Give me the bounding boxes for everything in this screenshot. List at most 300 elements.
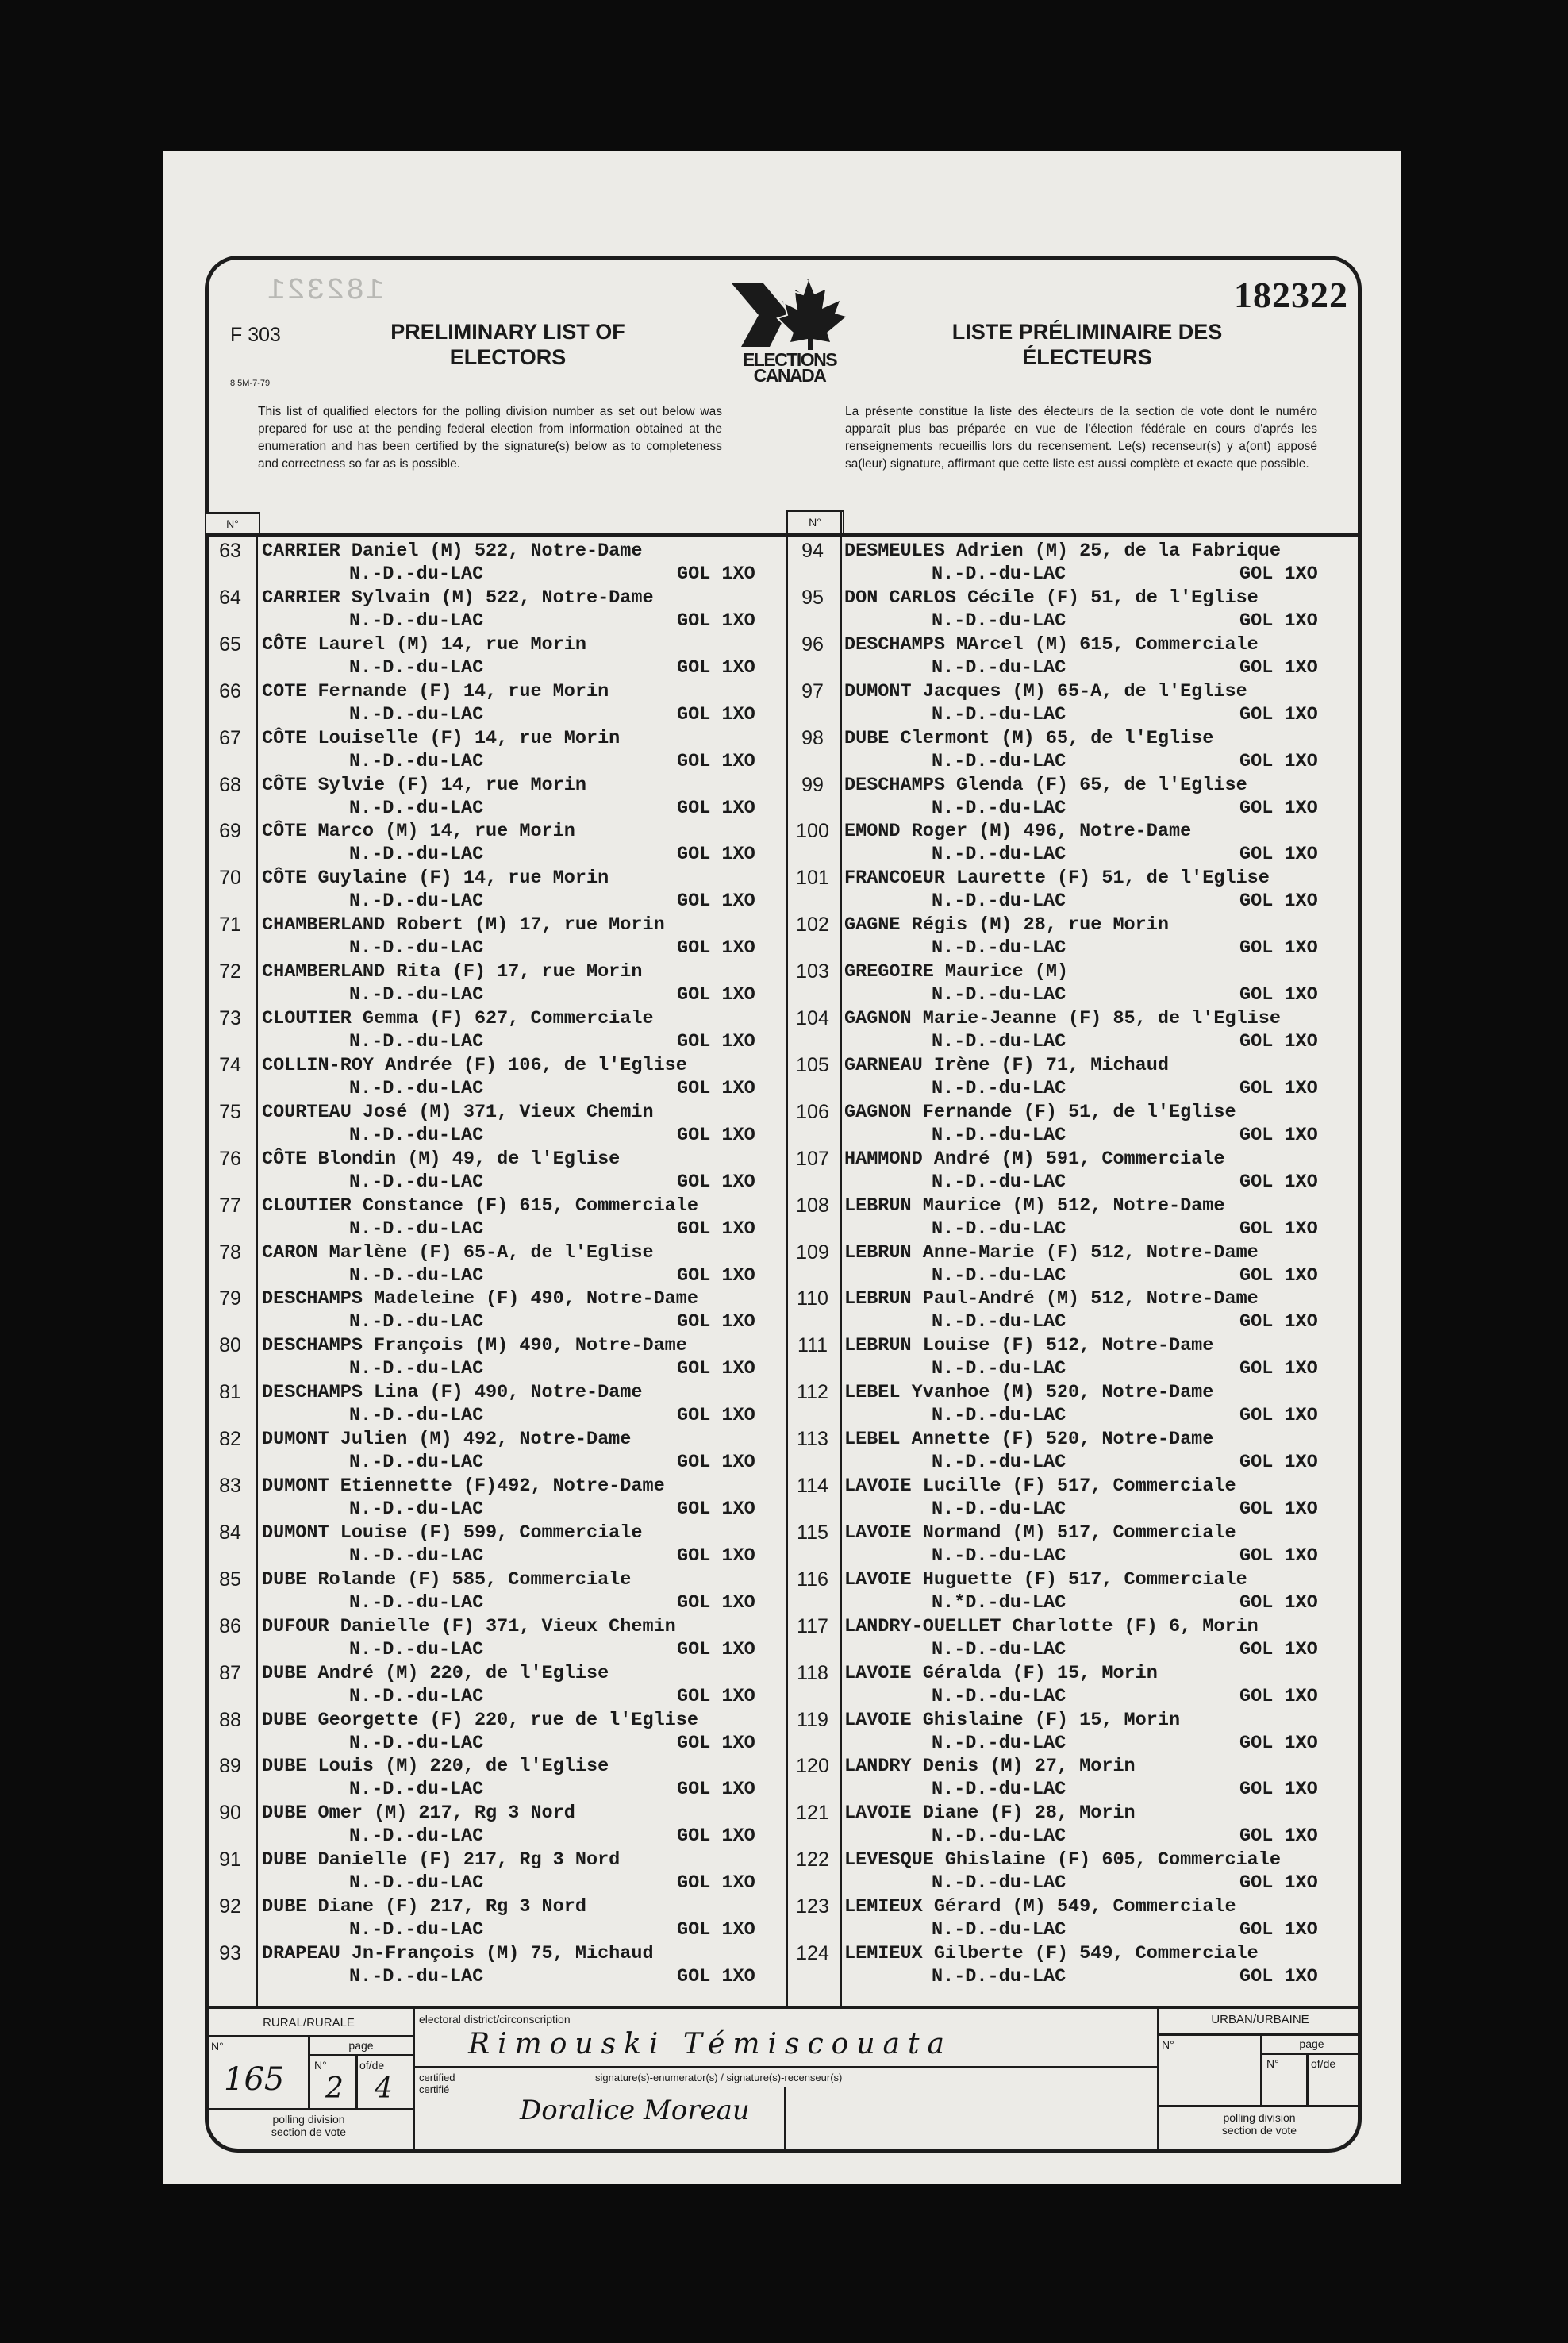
elector-locality: N.-D.-du-LAC: [349, 844, 484, 866]
elector-postal-code: GOL 1XO: [1239, 1124, 1318, 1146]
elector-postal-code: GOL 1XO: [677, 750, 755, 772]
elector-locality: N.-D.-du-LAC: [932, 1919, 1066, 1941]
elector-row: [205, 1662, 760, 1709]
title-french-line1: LISTE PRÉLIMINAIRE DES: [951, 320, 1223, 344]
elector-locality: N.-D.-du-LAC: [349, 891, 484, 913]
elector-row: [205, 774, 760, 821]
elector-locality: N.-D.-du-LAC: [932, 656, 1066, 679]
elector-number: 75: [219, 1100, 241, 1123]
elector-name-address: CARON Marlène (F) 65-A, de l'Eglise: [262, 1241, 654, 1264]
elector-name-address: DUBE André (M) 220, de l'Eglise: [262, 1662, 609, 1684]
elector-row: [205, 1755, 760, 1802]
elector-locality: N.-D.-du-LAC: [349, 1171, 484, 1193]
elector-row: [205, 680, 760, 727]
elector-postal-code: GOL 1XO: [1239, 797, 1318, 819]
elector-locality: N.-D.-du-LAC: [932, 1638, 1066, 1660]
elector-number: 81: [219, 1381, 241, 1404]
elector-number: 106: [796, 1100, 829, 1123]
title-french-line2: ÉLECTEURS: [1022, 345, 1152, 369]
elector-locality: N.*D.-du-LAC: [932, 1591, 1066, 1614]
elector-row: [787, 540, 1343, 587]
elector-number: 64: [219, 586, 241, 609]
elector-locality: N.-D.-du-LAC: [349, 703, 484, 725]
rural-polling-division-label: [205, 2113, 413, 2138]
elector-number: 105: [796, 1053, 829, 1076]
elector-locality: N.-D.-du-LAC: [932, 937, 1066, 960]
rural-page-label: page: [348, 2039, 374, 2052]
elector-postal-code: GOL 1XO: [677, 797, 755, 819]
elector-locality: N.-D.-du-LAC: [349, 564, 484, 585]
elector-postal-code: GOL 1XO: [677, 564, 755, 585]
elector-postal-code: GOL 1XO: [1239, 891, 1318, 913]
elector-locality: N.-D.-du-LAC: [932, 703, 1066, 725]
elector-row: [787, 1615, 1343, 1662]
elector-number: 71: [219, 914, 241, 937]
elector-locality: N.-D.-du-LAC: [932, 891, 1066, 913]
polling-division-fr: section de vote: [271, 2126, 347, 2138]
elector-row: [205, 1195, 760, 1241]
elector-postal-code: GOL 1XO: [677, 1405, 755, 1427]
elector-locality: N.-D.-du-LAC: [932, 564, 1066, 585]
elector-locality: N.-D.-du-LAC: [932, 1405, 1066, 1427]
elector-number: 69: [219, 820, 241, 843]
elector-postal-code: GOL 1XO: [677, 844, 755, 866]
elector-number: 92: [219, 1895, 241, 1918]
elector-number: 123: [796, 1895, 829, 1918]
elector-number: 108: [796, 1194, 829, 1217]
title-english: [341, 319, 674, 370]
polling-division-fr: section de vote: [1221, 2124, 1297, 2137]
elector-postal-code: GOL 1XO: [1239, 750, 1318, 772]
elector-row: [787, 1895, 1343, 1942]
elector-row: [787, 867, 1343, 914]
elector-locality: N.-D.-du-LAC: [349, 1218, 484, 1240]
elector-postal-code: GOL 1XO: [677, 1591, 755, 1614]
elector-postal-code: GOL 1XO: [1239, 1171, 1318, 1193]
elector-postal-code: GOL 1XO: [1239, 1311, 1318, 1333]
elector-name-address: CHAMBERLAND Rita (F) 17, rue Morin: [262, 961, 643, 983]
elector-name-address: DUFOUR Danielle (F) 371, Vieux Chemin: [262, 1615, 676, 1637]
elector-row: [205, 820, 760, 867]
elector-name-address: LEMIEUX Gilberte (F) 549, Commerciale: [844, 1943, 1259, 1964]
elector-postal-code: GOL 1XO: [1239, 1591, 1318, 1614]
elector-number: 102: [796, 914, 829, 937]
elector-name-address: DESCHAMPS Madeleine (F) 490, Notre-Dame: [262, 1288, 698, 1310]
elector-name-address: COLLIN-ROY Andrée (F) 106, de l'Eglise: [262, 1054, 687, 1076]
elector-locality: N.-D.-du-LAC: [932, 1966, 1066, 1987]
elector-number: 113: [797, 1428, 828, 1451]
elector-name-address: DUMONT Jacques (M) 65-A, de l'Eglise: [844, 680, 1247, 702]
elector-locality: N.-D.-du-LAC: [349, 656, 484, 679]
elector-row: [787, 1755, 1343, 1802]
elector-name-address: DUBE Rolande (F) 585, Commerciale: [262, 1568, 632, 1591]
title-english-line1: PRELIMINARY LIST OF: [390, 320, 625, 344]
elector-name-address: LANDRY-OUELLET Charlotte (F) 6, Morin: [844, 1615, 1259, 1637]
elector-row: [205, 1381, 760, 1428]
elector-postal-code: GOL 1XO: [677, 656, 755, 679]
elector-locality: N.-D.-du-LAC: [349, 750, 484, 772]
elector-postal-code: GOL 1XO: [1239, 1872, 1318, 1895]
elector-row: [205, 727, 760, 774]
elector-name-address: LAVOIE Ghislaine (F) 15, Morin: [844, 1709, 1181, 1731]
elector-locality: N.-D.-du-LAC: [349, 1452, 484, 1474]
certified-en: certified: [419, 2072, 455, 2083]
elector-number: 96: [801, 633, 824, 656]
elector-locality: N.-D.-du-LAC: [349, 1545, 484, 1567]
elector-locality: N.-D.-du-LAC: [349, 610, 484, 632]
elector-locality: N.-D.-du-LAC: [349, 1919, 484, 1941]
elector-postal-code: GOL 1XO: [677, 1545, 755, 1567]
elector-row: [787, 960, 1343, 1007]
elector-number: 93: [219, 1942, 241, 1964]
elector-locality: N.-D.-du-LAC: [349, 1499, 484, 1520]
elector-postal-code: GOL 1XO: [677, 1638, 755, 1660]
elector-postal-code: GOL 1XO: [1239, 1218, 1318, 1240]
elector-postal-code: GOL 1XO: [677, 610, 755, 632]
elector-locality: N.-D.-du-LAC: [349, 1358, 484, 1380]
elector-postal-code: GOL 1XO: [1239, 1077, 1318, 1099]
elector-name-address: LEBRUN Louise (F) 512, Notre-Dame: [844, 1335, 1214, 1357]
elector-postal-code: GOL 1XO: [1239, 1452, 1318, 1474]
elector-locality: N.-D.-du-LAC: [932, 1779, 1066, 1801]
elector-locality: N.-D.-du-LAC: [349, 797, 484, 819]
elector-postal-code: GOL 1XO: [677, 984, 755, 1006]
elector-number: 65: [219, 633, 241, 656]
elector-postal-code: GOL 1XO: [677, 1966, 755, 1987]
elector-postal-code: GOL 1XO: [677, 1872, 755, 1895]
elector-locality: N.-D.-du-LAC: [932, 1264, 1066, 1287]
urban-no-label: N°: [1162, 2038, 1174, 2051]
rural-no-label: N°: [211, 2040, 224, 2053]
elector-number: 74: [219, 1053, 241, 1076]
rural-polling-number: 165: [224, 2061, 285, 2098]
elector-number: 87: [219, 1661, 241, 1684]
elector-locality: N.-D.-du-LAC: [349, 937, 484, 960]
elector-row: [205, 1148, 760, 1195]
certified-label: [419, 2072, 455, 2095]
rural-page-number: 2: [325, 2072, 344, 2105]
elector-number: 97: [801, 679, 824, 702]
elector-row: [205, 1054, 760, 1101]
elector-postal-code: GOL 1XO: [1239, 1264, 1318, 1287]
rural-rule-2: [205, 2108, 413, 2110]
elector-locality: N.-D.-du-LAC: [932, 1872, 1066, 1895]
bleed-through-number: 182321: [266, 274, 384, 308]
elector-number: 80: [219, 1334, 241, 1357]
urban-rule-2: [1157, 2105, 1362, 2107]
serial-number: 182322: [1234, 275, 1348, 315]
elector-number: 63: [219, 540, 241, 562]
certified-fr: certifié: [419, 2083, 450, 2095]
elector-locality: N.-D.-du-LAC: [932, 1826, 1066, 1848]
elector-locality: N.-D.-du-LAC: [349, 984, 484, 1006]
elector-number: 109: [796, 1241, 829, 1264]
elector-number: 119: [797, 1708, 828, 1731]
elector-name-address: LAVOIE Géralda (F) 15, Morin: [844, 1662, 1158, 1684]
elector-locality: N.-D.-du-LAC: [932, 1499, 1066, 1520]
elector-postal-code: GOL 1XO: [1239, 1545, 1318, 1567]
elector-row: [205, 1475, 760, 1522]
elector-locality: N.-D.-du-LAC: [349, 1031, 484, 1052]
elector-name-address: CÔTE Louiselle (F) 14, rue Morin: [262, 727, 621, 749]
elector-row: [205, 914, 760, 960]
elector-locality: N.-D.-du-LAC: [932, 844, 1066, 866]
urban-polling-division-label: [1157, 2111, 1362, 2137]
elector-locality: N.-D.-du-LAC: [932, 1358, 1066, 1380]
elector-locality: N.-D.-du-LAC: [932, 797, 1066, 819]
elector-number: 110: [797, 1287, 828, 1310]
urban-page-label: page: [1299, 2037, 1324, 2050]
district-value: Rimouski Témiscouata: [468, 2028, 952, 2060]
elector-row: [205, 1802, 760, 1849]
x-maple-leaf-icon: [714, 274, 865, 353]
rural-page-rule: [309, 2054, 413, 2056]
footer-rural-divider: [413, 2006, 415, 2149]
elector-postal-code: GOL 1XO: [677, 1031, 755, 1052]
elector-number: 88: [219, 1708, 241, 1731]
left-no-column-header: N°: [205, 512, 260, 534]
elector-row: [787, 1381, 1343, 1428]
elector-row: [205, 1428, 760, 1475]
elector-number: 94: [801, 540, 824, 562]
elector-number: 107: [796, 1147, 829, 1170]
elector-postal-code: GOL 1XO: [677, 703, 755, 725]
elector-row: [205, 1287, 760, 1334]
elector-number: 86: [219, 1614, 241, 1637]
elector-number: 122: [796, 1849, 829, 1872]
elector-number: 116: [797, 1568, 828, 1591]
elector-number: 98: [801, 726, 824, 749]
elector-row: [205, 1942, 760, 1989]
elector-postal-code: GOL 1XO: [1239, 1732, 1318, 1754]
elector-postal-code: GOL 1XO: [677, 1779, 755, 1801]
signature-divider: [784, 2087, 786, 2149]
urban-page-of-divider: [1306, 2053, 1309, 2105]
elector-row: [787, 587, 1343, 633]
elector-name-address: HAMMOND André (M) 591, Commerciale: [844, 1148, 1225, 1170]
elector-name-address: LAVOIE Huguette (F) 517, Commerciale: [844, 1568, 1247, 1591]
elector-number: 115: [797, 1521, 828, 1544]
elector-name-address: LEBEL Yvanhoe (M) 520, Notre-Dame: [844, 1382, 1214, 1404]
elector-name-address: GARNEAU Irène (F) 71, Michaud: [844, 1054, 1169, 1076]
elector-number: 95: [801, 586, 824, 609]
elector-name-address: DRAPEAU Jn-François (M) 75, Michaud: [262, 1943, 654, 1964]
elector-number: 72: [219, 960, 241, 983]
elector-row: [205, 867, 760, 914]
elector-name-address: GAGNON Marie-Jeanne (F) 85, de l'Eglise: [844, 1008, 1281, 1029]
elector-postal-code: GOL 1XO: [1239, 1031, 1318, 1052]
elector-row: [787, 1287, 1343, 1334]
elector-number: 70: [219, 867, 241, 890]
elector-number: 85: [219, 1568, 241, 1591]
enumerator-signature: Doralice Moreau: [520, 2095, 750, 2126]
elector-row: [205, 960, 760, 1007]
elector-row: [787, 1709, 1343, 1756]
elector-postal-code: GOL 1XO: [677, 1826, 755, 1848]
elector-locality: N.-D.-du-LAC: [349, 1685, 484, 1707]
elector-number: 77: [219, 1194, 241, 1217]
elector-postal-code: GOL 1XO: [1239, 703, 1318, 725]
rural-page-no-label: N°: [314, 2059, 327, 2072]
elector-number: 117: [797, 1614, 828, 1637]
elector-number: 79: [219, 1287, 241, 1310]
elector-row: [205, 1007, 760, 1054]
elector-locality: N.-D.-du-LAC: [349, 1872, 484, 1895]
elector-row: [787, 1522, 1343, 1568]
elector-postal-code: GOL 1XO: [677, 891, 755, 913]
elector-name-address: COURTEAU José (M) 371, Vieux Chemin: [262, 1101, 654, 1123]
right-no-column-header: N°: [786, 510, 844, 533]
elector-postal-code: GOL 1XO: [677, 1077, 755, 1099]
elector-name-address: DUBE Diane (F) 217, Rg 3 Nord: [262, 1896, 586, 1918]
elector-row: [205, 1334, 760, 1381]
elector-postal-code: GOL 1XO: [677, 1171, 755, 1193]
elector-number: 111: [797, 1334, 828, 1357]
elector-number: 73: [219, 1007, 241, 1029]
elector-name-address: CARRIER Daniel (M) 522, Notre-Dame: [262, 541, 643, 562]
elector-number: 100: [796, 820, 829, 843]
elector-row: [787, 1849, 1343, 1895]
elector-name-address: LAVOIE Normand (M) 517, Commerciale: [844, 1522, 1236, 1544]
elector-number: 91: [219, 1849, 241, 1872]
elector-postal-code: GOL 1XO: [1239, 610, 1318, 632]
elector-name-address: COTE Fernande (F) 14, rue Morin: [262, 680, 609, 702]
elector-row: [787, 1101, 1343, 1148]
rural-page-total: 4: [375, 2072, 393, 2105]
elector-row: [787, 1007, 1343, 1054]
elector-locality: N.-D.-du-LAC: [932, 1452, 1066, 1474]
elector-number: 83: [219, 1475, 241, 1497]
elector-name-address: GREGOIRE Maurice (M): [844, 961, 1069, 983]
elector-name-address: DESCHAMPS Glenda (F) 65, de l'Eglise: [844, 774, 1247, 796]
elector-postal-code: GOL 1XO: [677, 1919, 755, 1941]
elector-name-address: CLOUTIER Gemma (F) 627, Commerciale: [262, 1008, 654, 1029]
elector-postal-code: GOL 1XO: [1239, 937, 1318, 960]
elector-locality: N.-D.-du-LAC: [349, 1826, 484, 1848]
elector-row: [787, 1568, 1343, 1615]
elector-name-address: DESCHAMPS François (M) 490, Notre-Dame: [262, 1335, 687, 1357]
elector-locality: N.-D.-du-LAC: [932, 1685, 1066, 1707]
elector-number: 124: [796, 1942, 829, 1964]
elector-postal-code: GOL 1XO: [677, 1311, 755, 1333]
elector-locality: N.-D.-du-LAC: [932, 1031, 1066, 1052]
polling-division-en: polling division: [272, 2113, 345, 2126]
elector-postal-code: GOL 1XO: [1239, 1966, 1318, 1987]
elector-row: [787, 1942, 1343, 1989]
elector-locality: N.-D.-du-LAC: [349, 1732, 484, 1754]
elector-number: 121: [796, 1802, 829, 1825]
elector-locality: N.-D.-du-LAC: [932, 1077, 1066, 1099]
elector-name-address: DUMONT Etiennette (F)492, Notre-Dame: [262, 1475, 665, 1497]
elector-number: 118: [797, 1661, 828, 1684]
elector-name-address: DESCHAMPS Lina (F) 490, Notre-Dame: [262, 1382, 643, 1404]
elector-name-address: DON CARLOS Cécile (F) 51, de l'Eglise: [844, 587, 1259, 609]
elector-name-address: LEMIEUX Gérard (M) 549, Commerciale: [844, 1896, 1236, 1918]
elector-postal-code: GOL 1XO: [677, 1264, 755, 1287]
elector-locality: N.-D.-du-LAC: [932, 1311, 1066, 1333]
elector-name-address: LEBEL Annette (F) 520, Notre-Dame: [844, 1429, 1214, 1451]
elector-row: [205, 1241, 760, 1288]
elector-locality: N.-D.-du-LAC: [349, 1124, 484, 1146]
urban-label: URBAN/URBAINE: [1211, 2013, 1309, 2026]
rural-label: RURAL/RURALE: [263, 2016, 355, 2029]
elector-name-address: LEBRUN Maurice (M) 512, Notre-Dame: [844, 1195, 1225, 1217]
elector-postal-code: GOL 1XO: [677, 1358, 755, 1380]
elector-row: [205, 1849, 760, 1895]
elector-postal-code: GOL 1XO: [1239, 1358, 1318, 1380]
elector-number: 99: [801, 773, 824, 796]
elector-number: 101: [796, 867, 829, 890]
elector-number: 89: [219, 1755, 241, 1778]
elector-name-address: CÔTE Laurel (M) 14, rue Morin: [262, 633, 586, 656]
table-header-rule: [205, 533, 1362, 537]
elector-name-address: DUBE Georgette (F) 220, rue de l'Eglise: [262, 1709, 698, 1731]
elector-postal-code: GOL 1XO: [1239, 1499, 1318, 1520]
elector-postal-code: GOL 1XO: [1239, 564, 1318, 585]
elector-locality: N.-D.-du-LAC: [932, 1732, 1066, 1754]
elector-locality: N.-D.-du-LAC: [349, 1077, 484, 1099]
elector-postal-code: GOL 1XO: [1239, 1826, 1318, 1848]
elector-name-address: CÔTE Guylaine (F) 14, rue Morin: [262, 868, 609, 890]
intro-paragraph-english: This list of qualified electors for the polling division number as set out below was prepared for use at the pending federal election from information obtained at the enumeration and has been certified by the signature(s) below as to completeness and correctness so far as is possible.: [258, 405, 722, 471]
elector-locality: N.-D.-du-LAC: [349, 1264, 484, 1287]
elector-number: 67: [219, 726, 241, 749]
elector-row: [787, 1475, 1343, 1522]
elector-locality: N.-D.-du-LAC: [932, 984, 1066, 1006]
elector-number: 120: [796, 1755, 829, 1778]
elector-row: [787, 1428, 1343, 1475]
intro-paragraph-french: La présente constitue la liste des électeurs de la section de vote dont le numéro apparaît plus bas préparée en vue de l'élection fédérale en cours d'aprés les renseignements recueillis lors du recensement. Le(s) recenseur(s) y a(ont) apposé sa(leur) signature, affirmant que cette liste est aussi complète et exacte que possible.: [845, 405, 1317, 471]
elector-name-address: LEVESQUE Ghislaine (F) 605, Commerciale: [844, 1849, 1281, 1872]
elector-postal-code: GOL 1XO: [1239, 1405, 1318, 1427]
title-french: [913, 319, 1262, 370]
title-english-line2: ELECTORS: [449, 345, 567, 369]
elector-number: 78: [219, 1241, 241, 1264]
elector-row: [205, 1101, 760, 1148]
elector-name-address: DUMONT Julien (M) 492, Notre-Dame: [262, 1429, 632, 1451]
urban-page-no-label: N°: [1266, 2057, 1279, 2070]
elector-row: [787, 820, 1343, 867]
elector-row: [205, 587, 760, 633]
elector-postal-code: GOL 1XO: [1239, 656, 1318, 679]
elector-name-address: EMOND Roger (M) 496, Notre-Dame: [844, 821, 1192, 843]
elector-number: 112: [797, 1381, 828, 1404]
elector-row: [787, 914, 1343, 960]
elector-postal-code: GOL 1XO: [1239, 1779, 1318, 1801]
elector-row: [787, 680, 1343, 727]
elector-postal-code: GOL 1XO: [1239, 1685, 1318, 1707]
elector-row: [205, 633, 760, 680]
elector-row: [205, 1709, 760, 1756]
elector-postal-code: GOL 1XO: [1239, 1919, 1318, 1941]
elector-row: [787, 727, 1343, 774]
rural-page-of-divider: [355, 2054, 358, 2108]
elector-row: [787, 774, 1343, 821]
elector-row: [205, 1895, 760, 1942]
print-code: 8 5M-7-79: [230, 379, 271, 388]
elector-locality: N.-D.-du-LAC: [932, 610, 1066, 632]
elector-name-address: LEBRUN Paul-André (M) 512, Notre-Dame: [844, 1288, 1259, 1310]
footer-top-rule: [205, 2006, 1362, 2009]
form-code: F 303: [230, 324, 281, 346]
elector-number: 103: [796, 960, 829, 983]
elector-name-address: CLOUTIER Constance (F) 615, Commerciale: [262, 1195, 698, 1217]
elector-number: 66: [219, 679, 241, 702]
elector-postal-code: GOL 1XO: [677, 1124, 755, 1146]
elector-name-address: DUBE Clermont (M) 65, de l'Eglise: [844, 727, 1214, 749]
elector-locality: N.-D.-du-LAC: [349, 1779, 484, 1801]
elector-name-address: GAGNON Fernande (F) 51, de l'Eglise: [844, 1101, 1236, 1123]
